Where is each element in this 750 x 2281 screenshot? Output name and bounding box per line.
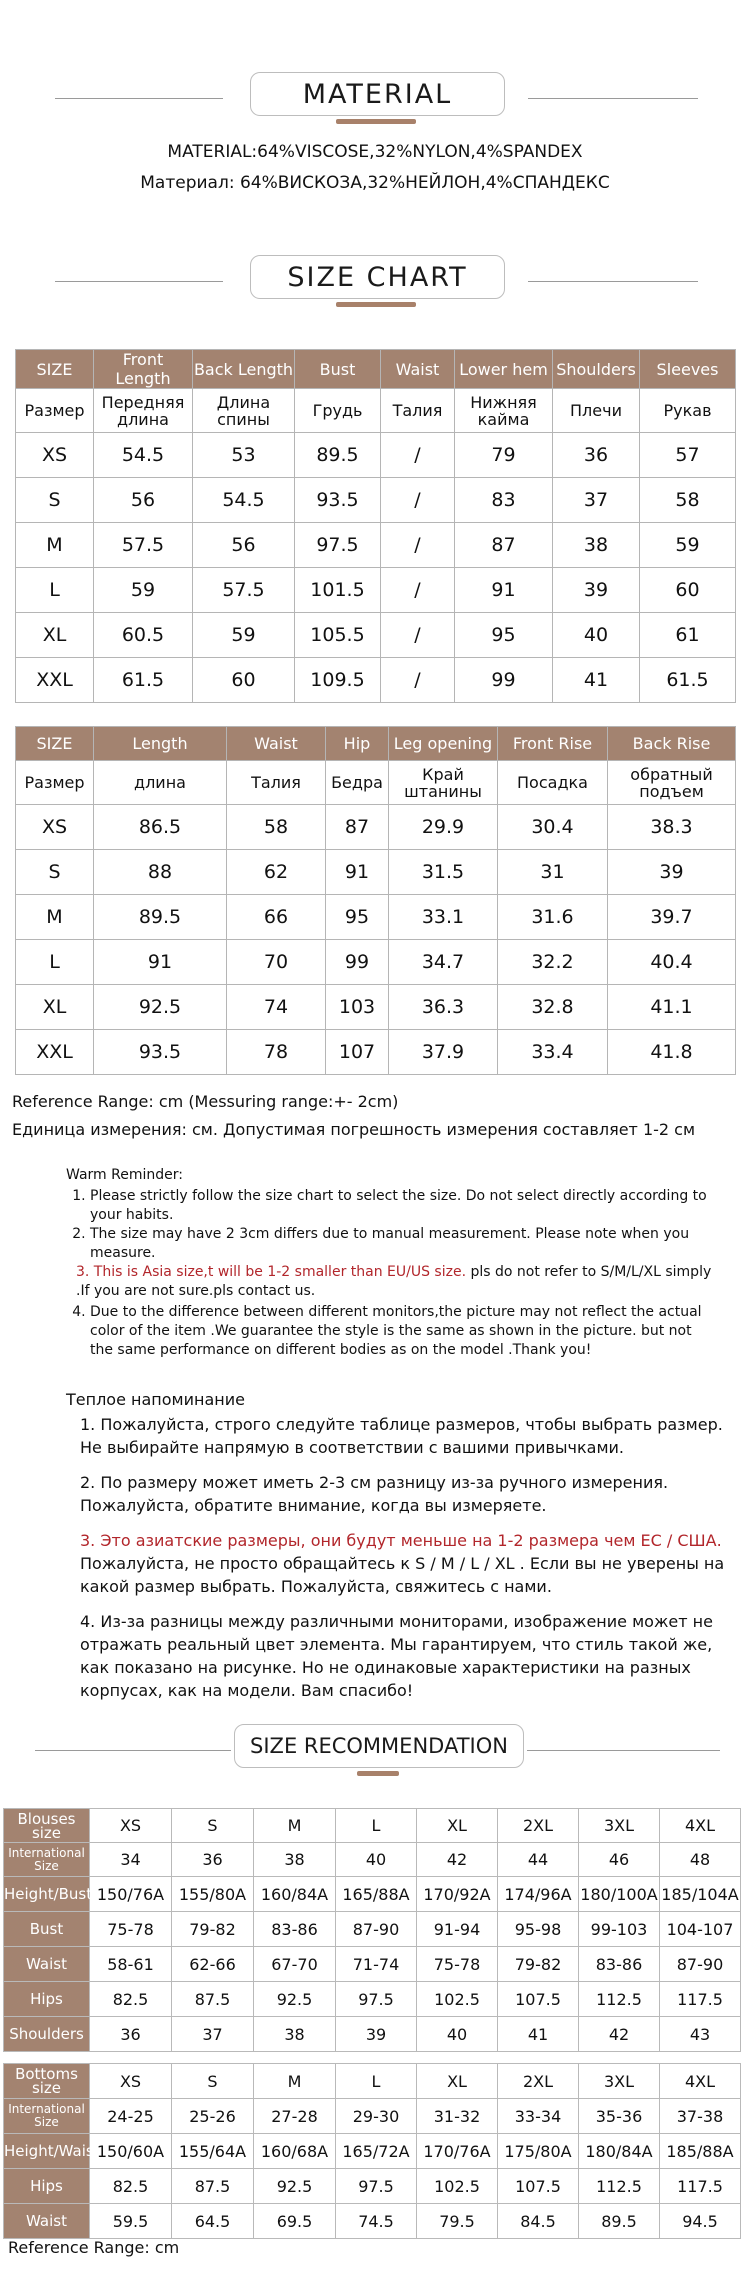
value-cell: 54.5 xyxy=(94,433,193,478)
value-cell: 107.5 xyxy=(498,1982,579,2017)
header-cell: SIZE xyxy=(16,727,94,761)
header-cell: Front Length xyxy=(94,350,193,389)
value-cell: 32.2 xyxy=(498,940,608,985)
value-cell: 88 xyxy=(94,850,227,895)
row-label: Waist xyxy=(4,2204,90,2239)
value-cell: 79 xyxy=(455,433,553,478)
recommendation-reference: Reference Range: cm xyxy=(8,2238,180,2257)
row-label: Hips xyxy=(4,2169,90,2204)
value-cell: 75-78 xyxy=(90,1912,172,1947)
value-cell: 185/104A xyxy=(660,1877,741,1912)
table-row xyxy=(16,940,736,985)
tops-header-en xyxy=(16,350,736,389)
value-cell: 95-98 xyxy=(498,1912,579,1947)
value-cell: 48 xyxy=(660,1843,741,1877)
table-row xyxy=(4,1809,741,1843)
value-cell: 40 xyxy=(417,2017,498,2052)
size-recommendation-title: SIZE RECOMMENDATION xyxy=(234,1724,524,1768)
header-cell-ru: Размер xyxy=(16,761,94,805)
value-cell: 155/64A xyxy=(172,2134,254,2169)
value-cell: 32.8 xyxy=(498,985,608,1030)
size-cell: M xyxy=(16,523,94,568)
value-cell: 74 xyxy=(227,985,326,1030)
value-cell: 66 xyxy=(227,895,326,940)
value-cell: / xyxy=(381,478,455,523)
table-row xyxy=(16,658,736,703)
table-row xyxy=(16,523,736,568)
value-cell: 60 xyxy=(193,658,295,703)
value-cell: 105.5 xyxy=(295,613,381,658)
header-cell-ru: обратный подъем xyxy=(608,761,736,805)
size-cell: M xyxy=(254,1809,336,1843)
row-label: Blouses size xyxy=(4,1809,90,1843)
value-cell: 87-90 xyxy=(336,1912,417,1947)
value-cell: 36 xyxy=(553,433,640,478)
table-row xyxy=(16,568,736,613)
value-cell: 89.5 xyxy=(295,433,381,478)
value-cell: 83-86 xyxy=(579,1947,660,1982)
value-cell: / xyxy=(381,568,455,613)
size-cell: XS xyxy=(90,1809,172,1843)
bottoms-recommendation-table xyxy=(3,2063,741,2239)
header-cell: Back Rise xyxy=(608,727,736,761)
header-cell: Waist xyxy=(381,350,455,389)
size-cell: XS xyxy=(16,805,94,850)
value-cell: / xyxy=(381,523,455,568)
value-cell: 117.5 xyxy=(660,2169,741,2204)
value-cell: 92.5 xyxy=(254,2169,336,2204)
table-row xyxy=(4,1877,741,1912)
bottoms-header-ru xyxy=(16,761,736,805)
value-cell: 41 xyxy=(498,2017,579,2052)
header-cell-ru: Рукав xyxy=(640,389,736,433)
value-cell: 62 xyxy=(227,850,326,895)
value-cell: 79-82 xyxy=(498,1947,579,1982)
value-cell: 59 xyxy=(193,613,295,658)
value-cell: 33.1 xyxy=(389,895,498,940)
size-cell: M xyxy=(16,895,94,940)
value-cell: 150/60A xyxy=(90,2134,172,2169)
value-cell: 75-78 xyxy=(417,1947,498,1982)
header-cell-ru: Плечи xyxy=(553,389,640,433)
value-cell: 43 xyxy=(660,2017,741,2052)
value-cell: 39 xyxy=(336,2017,417,2052)
value-cell: 31 xyxy=(498,850,608,895)
value-cell: 87 xyxy=(455,523,553,568)
row-label: Shoulders xyxy=(4,2017,90,2052)
table-row xyxy=(16,805,736,850)
size-cell: XL xyxy=(417,1809,498,1843)
value-cell: 38 xyxy=(553,523,640,568)
value-cell: 93.5 xyxy=(295,478,381,523)
value-cell: 38 xyxy=(254,1843,336,1877)
header-cell: Shoulders xyxy=(553,350,640,389)
value-cell: 37 xyxy=(553,478,640,523)
reminder-item: 4. Due to the difference between different monitors,the picture may not reflect the actual color of the item .We guarantee the style is the same as shown in the picture. but not the same performance on different bodies as on the model .Thank you! xyxy=(90,1303,716,1360)
value-cell: 165/72A xyxy=(336,2134,417,2169)
table-row xyxy=(4,1982,741,2017)
header-cell-ru: Грудь xyxy=(295,389,381,433)
header-cell-ru: Посадка xyxy=(498,761,608,805)
value-cell: 34.7 xyxy=(389,940,498,985)
header-cell: Length xyxy=(94,727,227,761)
value-cell: 36 xyxy=(172,1843,254,1877)
value-cell: 59.5 xyxy=(90,2204,172,2239)
header-cell: Leg opening xyxy=(389,727,498,761)
value-cell: 97.5 xyxy=(336,1982,417,2017)
value-cell: 62-66 xyxy=(172,1947,254,1982)
reminder-ru-item-3-red: 3. Это азиатские размеры, они будут меньше на 1-2 размера чем ЕС / США. xyxy=(80,1531,722,1550)
table-row xyxy=(4,2169,741,2204)
value-cell: 61 xyxy=(640,613,736,658)
value-cell: 31.5 xyxy=(389,850,498,895)
value-cell: 74.5 xyxy=(336,2204,417,2239)
value-cell: 93.5 xyxy=(94,1030,227,1075)
header-cell: Waist xyxy=(227,727,326,761)
warm-reminder-ru xyxy=(66,1388,726,1714)
header-cell: Back Length xyxy=(193,350,295,389)
value-cell: 95 xyxy=(326,895,389,940)
value-cell: 91 xyxy=(94,940,227,985)
value-cell: 175/80A xyxy=(498,2134,579,2169)
table-row xyxy=(16,985,736,1030)
size-recommendation-header xyxy=(0,1712,750,1772)
size-chart-title: SIZE CHART xyxy=(250,255,505,299)
tops-header-ru xyxy=(16,389,736,433)
row-label: International Size xyxy=(4,2099,90,2134)
size-cell: S xyxy=(16,850,94,895)
value-cell: 91-94 xyxy=(417,1912,498,1947)
value-cell: 99 xyxy=(455,658,553,703)
material-header xyxy=(0,60,750,120)
value-cell: 31.6 xyxy=(498,895,608,940)
value-cell: 61.5 xyxy=(640,658,736,703)
row-label: Height/Bust xyxy=(4,1877,90,1912)
header-cell: Sleeves xyxy=(640,350,736,389)
table-row xyxy=(4,2064,741,2099)
value-cell: 69.5 xyxy=(254,2204,336,2239)
value-cell: 102.5 xyxy=(417,1982,498,2017)
value-cell: 37-38 xyxy=(660,2099,741,2134)
value-cell: 44 xyxy=(498,1843,579,1877)
value-cell: 160/68A xyxy=(254,2134,336,2169)
value-cell: 84.5 xyxy=(498,2204,579,2239)
value-cell: 42 xyxy=(417,1843,498,1877)
value-cell: 86.5 xyxy=(94,805,227,850)
value-cell: 57 xyxy=(640,433,736,478)
value-cell: 39 xyxy=(608,850,736,895)
size-chart-accent-bar xyxy=(336,302,416,307)
value-cell: 83 xyxy=(455,478,553,523)
table-row xyxy=(4,2134,741,2169)
value-cell: 57.5 xyxy=(193,568,295,613)
value-cell: 79.5 xyxy=(417,2204,498,2239)
value-cell: 59 xyxy=(94,568,193,613)
value-cell: 56 xyxy=(94,478,193,523)
value-cell: 25-26 xyxy=(172,2099,254,2134)
value-cell: 39 xyxy=(553,568,640,613)
header-cell-ru: Талия xyxy=(227,761,326,805)
value-cell: 57.5 xyxy=(94,523,193,568)
value-cell: 56 xyxy=(193,523,295,568)
value-cell: 59 xyxy=(640,523,736,568)
value-cell: 33-34 xyxy=(498,2099,579,2134)
value-cell: 41 xyxy=(553,658,640,703)
value-cell: 29.9 xyxy=(389,805,498,850)
value-cell: 174/96A xyxy=(498,1877,579,1912)
value-cell: 70 xyxy=(227,940,326,985)
value-cell: 60.5 xyxy=(94,613,193,658)
header-cell-ru: Нижняя кайма xyxy=(455,389,553,433)
value-cell: 150/76A xyxy=(90,1877,172,1912)
value-cell: 82.5 xyxy=(90,1982,172,2017)
value-cell: 67-70 xyxy=(254,1947,336,1982)
value-cell: 104-107 xyxy=(660,1912,741,1947)
value-cell: 94.5 xyxy=(660,2204,741,2239)
value-cell: 170/92A xyxy=(417,1877,498,1912)
value-cell: 91 xyxy=(455,568,553,613)
value-cell: 87 xyxy=(326,805,389,850)
value-cell: 89.5 xyxy=(579,2204,660,2239)
size-cell: 4XL xyxy=(660,2064,741,2099)
table-row xyxy=(4,2204,741,2239)
value-cell: 102.5 xyxy=(417,2169,498,2204)
value-cell: 33.4 xyxy=(498,1030,608,1075)
size-cell: XS xyxy=(90,2064,172,2099)
value-cell: 97.5 xyxy=(295,523,381,568)
value-cell: 58-61 xyxy=(90,1947,172,1982)
reference-range-en: Reference Range: cm (Messuring range:+- 2cm) xyxy=(12,1092,399,1111)
value-cell: 31-32 xyxy=(417,2099,498,2134)
reminder-item-3 xyxy=(66,1263,716,1301)
value-cell: 35-36 xyxy=(579,2099,660,2134)
bottoms-size-table xyxy=(15,726,736,1075)
table-row xyxy=(4,1843,741,1877)
value-cell: 89.5 xyxy=(94,895,227,940)
value-cell: 185/88A xyxy=(660,2134,741,2169)
size-cell: L xyxy=(16,568,94,613)
value-cell: 83-86 xyxy=(254,1912,336,1947)
size-cell: L xyxy=(336,1809,417,1843)
size-cell: 2XL xyxy=(498,2064,579,2099)
size-cell: XL xyxy=(417,2064,498,2099)
value-cell: 34 xyxy=(90,1843,172,1877)
value-cell: 91 xyxy=(326,850,389,895)
size-cell: M xyxy=(254,2064,336,2099)
material-line-ru: Материал: 64%ВИСКОЗА,32%НЕЙЛОН,4%СПАНДЕКС xyxy=(140,173,610,193)
value-cell: 112.5 xyxy=(579,2169,660,2204)
table-row xyxy=(16,478,736,523)
header-cell: Lower hem xyxy=(455,350,553,389)
reminder-ru-item: 1. Пожалуйста, строго следуйте таблице размеров, чтобы выбрать размер. Не выбирайте напрямую в соответствии с вашими привычками. xyxy=(80,1415,723,1457)
material-title: MATERIAL xyxy=(250,72,505,116)
value-cell: 64.5 xyxy=(172,2204,254,2239)
value-cell: 107.5 xyxy=(498,2169,579,2204)
value-cell: 30.4 xyxy=(498,805,608,850)
value-cell: 155/80A xyxy=(172,1877,254,1912)
table-row xyxy=(16,433,736,478)
warm-reminder-ru-title: Теплое напоминание xyxy=(66,1390,245,1409)
value-cell: 24-25 xyxy=(90,2099,172,2134)
table-row xyxy=(16,1030,736,1075)
header-cell-ru: Бедра xyxy=(326,761,389,805)
value-cell: 58 xyxy=(227,805,326,850)
material-line-en: MATERIAL:64%VISCOSE,32%NYLON,4%SPANDEX xyxy=(167,142,583,162)
size-cell: 3XL xyxy=(579,1809,660,1843)
header-cell: Bust xyxy=(295,350,381,389)
value-cell: 38.3 xyxy=(608,805,736,850)
value-cell: 60 xyxy=(640,568,736,613)
value-cell: 117.5 xyxy=(660,1982,741,2017)
size-cell: S xyxy=(172,2064,254,2099)
value-cell: 78 xyxy=(227,1030,326,1075)
reminder-item: 2. The size may have 2 3cm differs due to manual measurement. Please note when you measure. xyxy=(90,1225,716,1263)
size-cell: S xyxy=(172,1809,254,1843)
header-cell: SIZE xyxy=(16,350,94,389)
value-cell: 165/88A xyxy=(336,1877,417,1912)
value-cell: 27-28 xyxy=(254,2099,336,2134)
size-cell: XL xyxy=(16,613,94,658)
table-row xyxy=(4,1912,741,1947)
reminder-item-3-rest: pls do not refer to S/M/L/XL simply .If you are not sure.pls contact us. xyxy=(76,1264,712,1299)
row-label: Bust xyxy=(4,1912,90,1947)
value-cell: 40.4 xyxy=(608,940,736,985)
value-cell: 180/84A xyxy=(579,2134,660,2169)
row-label: Hips xyxy=(4,1982,90,2017)
reminder-ru-item-3-rest: Пожалуйста, не просто обращайтесь к S / M / L / XL . Если вы не уверены на какой размер выбрать. Пожалуйста, свяжитесь с нами. xyxy=(80,1554,725,1596)
value-cell: 40 xyxy=(336,1843,417,1877)
tops-size-table xyxy=(15,349,736,703)
value-cell: 36 xyxy=(90,2017,172,2052)
size-cell: XXL xyxy=(16,658,94,703)
header-cell-ru: длина xyxy=(94,761,227,805)
reminder-ru-item: 2. По размеру может иметь 2-3 см разницу из-за ручного измерения. Пожалуйста, обратите внимание, когда вы измеряете. xyxy=(80,1473,669,1515)
value-cell: 42 xyxy=(579,2017,660,2052)
reference-range-ru: Единица измерения: см. Допустимая погрешность измерения составляет 1-2 см xyxy=(12,1120,696,1139)
value-cell: 46 xyxy=(579,1843,660,1877)
size-cell: L xyxy=(336,2064,417,2099)
value-cell: 170/76A xyxy=(417,2134,498,2169)
value-cell: 40 xyxy=(553,613,640,658)
blouses-recommendation-table xyxy=(3,1808,741,2052)
header-cell: Hip xyxy=(326,727,389,761)
value-cell: 87.5 xyxy=(172,1982,254,2017)
size-cell: L xyxy=(16,940,94,985)
table-row xyxy=(16,613,736,658)
row-label: Bottoms size xyxy=(4,2064,90,2099)
value-cell: 37.9 xyxy=(389,1030,498,1075)
value-cell: 29-30 xyxy=(336,2099,417,2134)
value-cell: 53 xyxy=(193,433,295,478)
value-cell: / xyxy=(381,613,455,658)
table-row xyxy=(16,850,736,895)
value-cell: 54.5 xyxy=(193,478,295,523)
value-cell: 41.1 xyxy=(608,985,736,1030)
value-cell: 41.8 xyxy=(608,1030,736,1075)
value-cell: / xyxy=(381,433,455,478)
header-cell-ru: Длина спины xyxy=(193,389,295,433)
value-cell: 101.5 xyxy=(295,568,381,613)
reminder-ru-item-3 xyxy=(80,1529,726,1598)
table-row xyxy=(16,895,736,940)
table-row xyxy=(4,1947,741,1982)
header-cell: Front Rise xyxy=(498,727,608,761)
value-cell: 99-103 xyxy=(579,1912,660,1947)
value-cell: 87-90 xyxy=(660,1947,741,1982)
material-accent-bar xyxy=(336,119,416,124)
header-cell-ru: Передняя длина xyxy=(94,389,193,433)
reminder-item-3-red: 3. This is Asia size,t will be 1-2 smaller than EU/US size. xyxy=(76,1264,467,1280)
row-label: Height/Waist xyxy=(4,2134,90,2169)
value-cell: 160/84A xyxy=(254,1877,336,1912)
header-cell-ru: Талия xyxy=(381,389,455,433)
size-chart-header xyxy=(0,243,750,303)
value-cell: 79-82 xyxy=(172,1912,254,1947)
value-cell: 71-74 xyxy=(336,1947,417,1982)
value-cell: 107 xyxy=(326,1030,389,1075)
value-cell: 92.5 xyxy=(94,985,227,1030)
size-cell: XL xyxy=(16,985,94,1030)
size-cell: S xyxy=(16,478,94,523)
value-cell: 61.5 xyxy=(94,658,193,703)
size-cell: 3XL xyxy=(579,2064,660,2099)
size-cell: 2XL xyxy=(498,1809,579,1843)
value-cell: 38 xyxy=(254,2017,336,2052)
value-cell: 58 xyxy=(640,478,736,523)
value-cell: 82.5 xyxy=(90,2169,172,2204)
value-cell: 180/100A xyxy=(579,1877,660,1912)
warm-reminder-en xyxy=(66,1166,716,1360)
value-cell: 87.5 xyxy=(172,2169,254,2204)
size-cell: 4XL xyxy=(660,1809,741,1843)
reminder-ru-item: 4. Из-за разницы между различными мониторами, изображение может не отражать реальный цвет элемента. Мы гарантируем, что стиль такой же, как показано на рисунке. Но не одинаковые характеристики на разных корпусах, как на модели. Вам спасибо! xyxy=(80,1612,713,1700)
table-row xyxy=(4,2099,741,2134)
size-cell: XS xyxy=(16,433,94,478)
value-cell: 103 xyxy=(326,985,389,1030)
value-cell: 112.5 xyxy=(579,1982,660,2017)
bottoms-header-en xyxy=(16,727,736,761)
row-label: Waist xyxy=(4,1947,90,1982)
value-cell: / xyxy=(381,658,455,703)
size-cell: XXL xyxy=(16,1030,94,1075)
header-cell-ru: Край штанины xyxy=(389,761,498,805)
table-row xyxy=(4,2017,741,2052)
row-label: International Size xyxy=(4,1843,90,1877)
value-cell: 95 xyxy=(455,613,553,658)
value-cell: 99 xyxy=(326,940,389,985)
value-cell: 37 xyxy=(172,2017,254,2052)
value-cell: 36.3 xyxy=(389,985,498,1030)
reminder-item: 1. Please strictly follow the size chart to select the size. Do not select directly according to your habits. xyxy=(90,1187,716,1225)
value-cell: 97.5 xyxy=(336,2169,417,2204)
warm-reminder-title: Warm Reminder: xyxy=(66,1167,183,1183)
header-cell-ru: Размер xyxy=(16,389,94,433)
value-cell: 39.7 xyxy=(608,895,736,940)
size-recommendation-accent-bar xyxy=(357,1771,399,1776)
value-cell: 109.5 xyxy=(295,658,381,703)
value-cell: 92.5 xyxy=(254,1982,336,2017)
